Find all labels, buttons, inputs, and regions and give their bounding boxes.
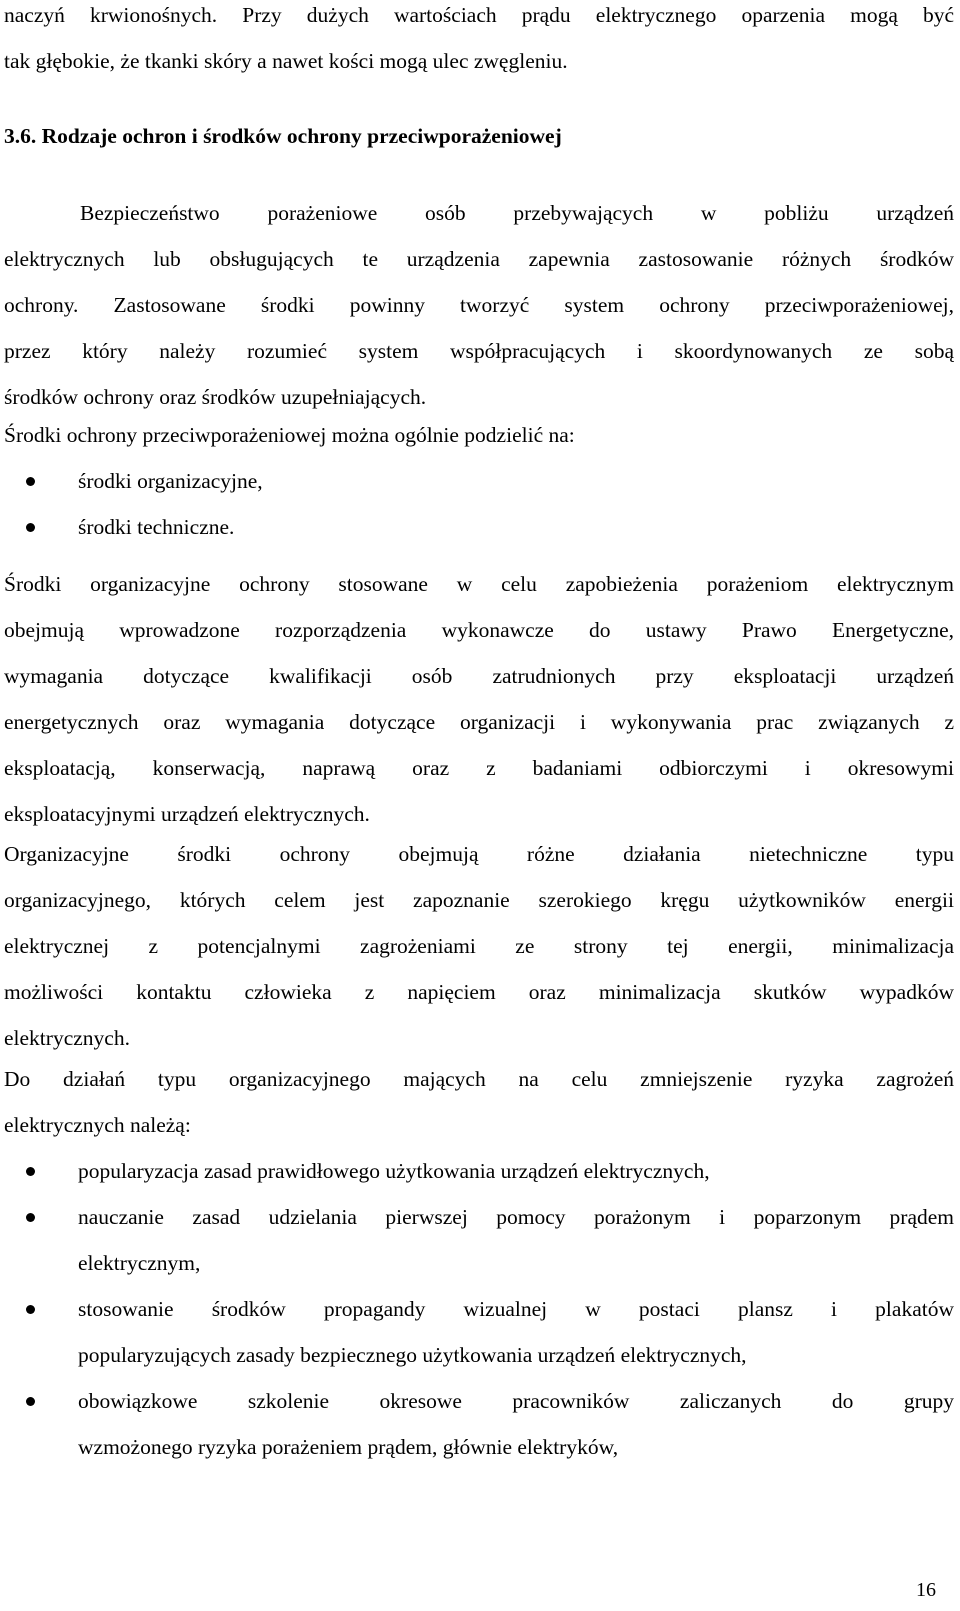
text-line: tak głębokie, że tkanki skóry a nawet kości mogą ulec zwęgleniu.: [4, 49, 568, 73]
list-item-text: popularyzujących zasady bezpiecznego użytkowania urządzeń elektrycznych,: [78, 1343, 747, 1367]
text-line: elektrycznych należą:: [4, 1113, 191, 1137]
list-item: [0, 504, 954, 550]
list-item: [0, 1378, 954, 1470]
text-line: energetycznych oraz wymagania dotyczące organizacji i wykonywania prac związanych z: [4, 710, 954, 734]
list-item-text: obowiązkowe szkolenie okresowe pracowników zaliczanych do grupy: [78, 1389, 954, 1413]
text-line: Bezpieczeństwo porażeniowe osób przebywających w pobliżu urządzeń: [80, 201, 954, 225]
bullet-icon: [26, 1167, 35, 1176]
text-line: obejmują wprowadzone rozporządzenia wykonawcze do ustawy Prawo Energetyczne,: [4, 618, 954, 642]
list-item-text: elektrycznym,: [78, 1251, 201, 1275]
intro-paragraph: [4, 0, 954, 84]
text-line: Środki organizacyjne ochrony stosowane w celu zapobieżenia porażeniom elektrycznym: [4, 572, 954, 596]
list-item: [0, 1194, 954, 1286]
bullet-list-1: [0, 458, 954, 550]
paragraph-4: [4, 831, 954, 1061]
bullet-icon: [26, 1397, 35, 1406]
list-item-text: popularyzacja zasad prawidłowego użytkowania urządzeń elektrycznych,: [78, 1159, 710, 1183]
list-item: [0, 1148, 954, 1194]
bullet-list-2: [0, 1148, 954, 1470]
text-line: eksploatacją, konserwacją, naprawą oraz z badaniami odbiorczymi i okresowymi: [4, 756, 954, 780]
text-line: przez który należy rozumieć system współpracujących i skoordynowanych ze sobą: [4, 339, 954, 363]
text-line: elektrycznych lub obsługujących te urządzenia zapewnia zastosowanie różnych środków: [4, 247, 954, 271]
paragraph-2: [4, 412, 954, 458]
list-item-text: wzmożonego ryzyka porażeniem prądem, głównie elektryków,: [78, 1435, 619, 1459]
list-item-text: środki techniczne.: [78, 515, 235, 539]
text-line: eksploatacyjnymi urządzeń elektrycznych.: [4, 802, 370, 826]
bullet-icon: [26, 1213, 35, 1222]
list-item-text: stosowanie środków propagandy wizualnej w postaci plansz i plakatów: [78, 1297, 954, 1321]
text-line: środków ochrony oraz środków uzupełniających.: [4, 385, 427, 409]
list-item-text: środki organizacyjne,: [78, 469, 263, 493]
list-item: [0, 1286, 954, 1378]
text-line: organizacyjnego, których celem jest zapoznanie szerokiego kręgu użytkowników energii: [4, 888, 954, 912]
list-item: [0, 458, 954, 504]
text-line: naczyń krwionośnych. Przy dużych wartościach prądu elektrycznego oparzenia mogą być: [4, 3, 954, 27]
section-heading: 3.6. Rodzaje ochron i środków ochrony przeciwporażeniowej: [4, 124, 562, 148]
bullet-icon: [26, 1305, 35, 1314]
paragraph-3: [4, 561, 954, 837]
text-line: Organizacyjne środki ochrony obejmują różne działania nietechniczne typu: [4, 842, 954, 866]
text-line: ochrony. Zastosowane środki powinny tworzyć system ochrony przeciwporażeniowej,: [4, 293, 954, 317]
paragraph-5: [4, 1056, 954, 1148]
bullet-icon: [26, 477, 35, 486]
bullet-icon: [26, 523, 35, 532]
text-line: elektrycznych.: [4, 1026, 130, 1050]
page-number: 16: [916, 1579, 936, 1601]
text-line: wymagania dotyczące kwalifikacji osób zatrudnionych przy eksploatacji urządzeń: [4, 664, 954, 688]
text-line: elektrycznej z potencjalnymi zagrożeniami ze strony tej energii, minimalizacja: [4, 934, 954, 958]
paragraph-1: [4, 190, 954, 420]
text-line: Do działań typu organizacyjnego mających na celu zmniejszenie ryzyka zagrożeń: [4, 1067, 954, 1091]
text-line: możliwości kontaktu człowieka z napięciem oraz minimalizacja skutków wypadków: [4, 980, 954, 1004]
text-line: Środki ochrony przeciwporażeniowej można ogólnie podzielić na:: [4, 423, 575, 447]
list-item-text: nauczanie zasad udzielania pierwszej pomocy porażonym i poparzonym prądem: [78, 1205, 954, 1229]
